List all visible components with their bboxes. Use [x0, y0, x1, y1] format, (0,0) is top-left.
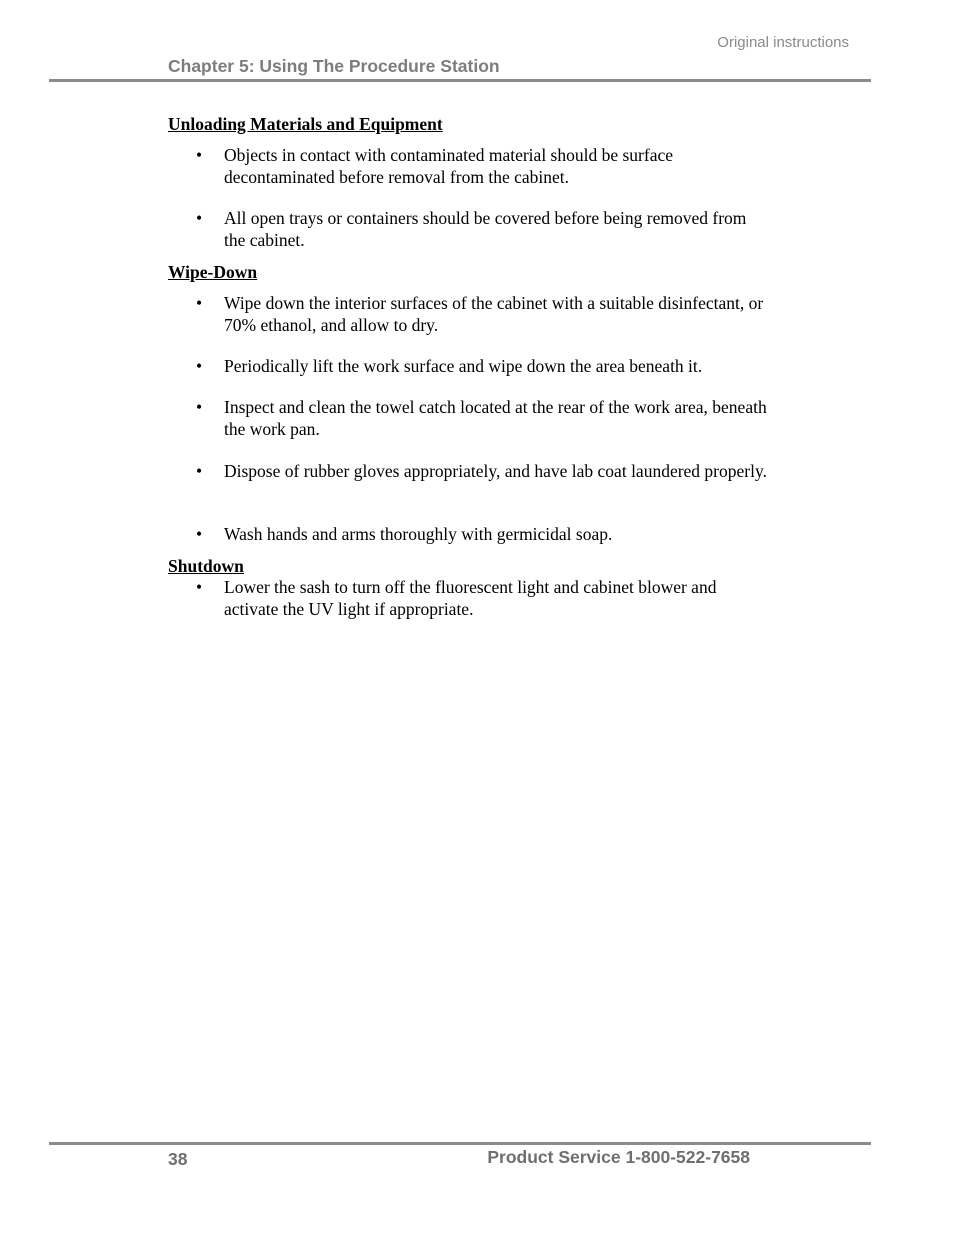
section-heading-unloading: Unloading Materials and Equipment	[168, 114, 443, 134]
product-service-phone: Product Service 1-800-522-7658	[487, 1147, 750, 1167]
chapter-title: Chapter 5: Using The Procedure Station	[168, 56, 500, 76]
bullet-icon: •	[196, 145, 203, 165]
list-item-text: All open trays or containers should be covered before being removed from the cabinet.	[224, 208, 747, 250]
bullet-icon: •	[196, 461, 203, 481]
list-item-text: Wipe down the interior surfaces of the cabinet with a suitable disinfectant, or 70% ethanol, and allow to dry.	[224, 293, 764, 335]
header-divider	[49, 79, 871, 82]
bullet-icon: •	[196, 293, 203, 313]
list-item-text: Wash hands and arms thoroughly with germicidal soap.	[224, 524, 613, 544]
original-instructions-note: Original instructions	[717, 34, 849, 51]
bullet-icon: •	[196, 524, 203, 544]
list-item-text: Objects in contact with contaminated material should be surface decontaminated before removal from the cabinet.	[224, 145, 674, 187]
footer-divider	[49, 1142, 871, 1145]
list-item-text: Periodically lift the work surface and wipe down the area beneath it.	[224, 356, 703, 376]
bullet-icon: •	[196, 577, 203, 597]
section-heading-wipe-down: Wipe-Down	[168, 262, 258, 282]
bullet-icon: •	[196, 208, 203, 228]
bullet-icon: •	[196, 356, 203, 376]
list-item-text: Lower the sash to turn off the fluorescent light and cabinet blower and activate the UV light if appropriate.	[224, 577, 717, 619]
list-item-text: Dispose of rubber gloves appropriately, and have lab coat laundered properly.	[224, 461, 767, 481]
list-item-text: Inspect and clean the towel catch located at the rear of the work area, beneath the work pan.	[224, 397, 767, 439]
page-number: 38	[168, 1149, 188, 1169]
bullet-icon: •	[196, 397, 203, 417]
section-heading-shutdown: Shutdown	[168, 556, 244, 576]
